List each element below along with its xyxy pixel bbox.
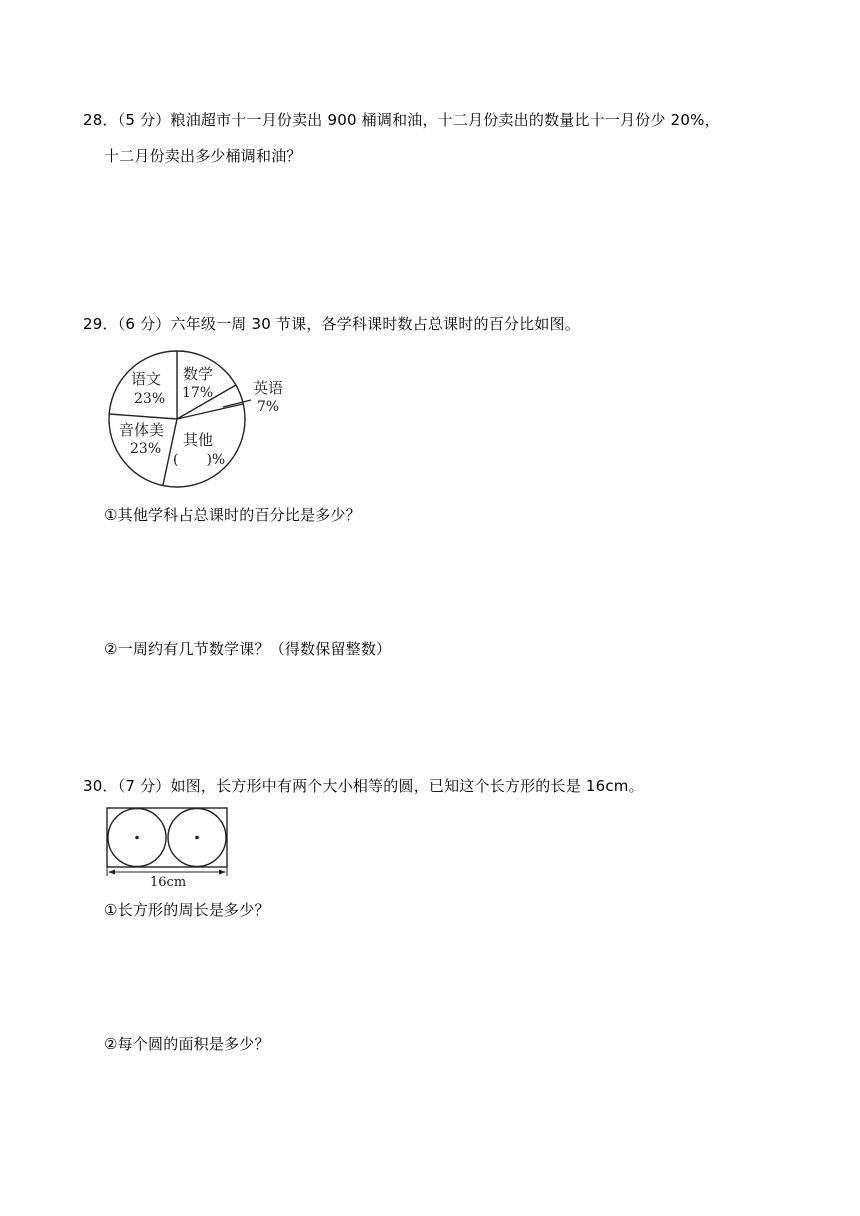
pie-chart-figure [107, 348, 287, 490]
q29-subquestion-1: ①其他学科占总课时的百分比是多少？ [104, 506, 361, 524]
circle-left-center [135, 836, 139, 840]
pie-pct-yintimei: 23% [130, 441, 162, 457]
q28-text-line1: 28．（5 分）粮油超市十一月份卖出 900 桶调和油，十二月份卖出的数量比十一月份少 20%， [83, 111, 720, 129]
pie-pct-yingyu: 7% [257, 399, 280, 415]
pie-pct-shuxue: 17% [182, 385, 214, 401]
pie-pct-yuwen: 23% [134, 391, 166, 407]
q30-text-line1: 30．（7 分）如图，长方形中有两个大小相等的圆，已知这个长方形的长是 16cm。 [83, 777, 644, 795]
q29-text-line1: 29．（6 分）六年级一周 30 节课，各学科课时数占总课时的百分比如图。 [83, 315, 580, 333]
pie-pct-qita: ( )% [173, 452, 226, 468]
pie-label-yuwen: 语文 [131, 370, 162, 388]
q30-subquestion-1: ①长方形的周长是多少？ [104, 901, 270, 919]
circle-right-center [195, 836, 199, 840]
pie-label-qita: 其他 [183, 431, 214, 449]
dimension-label: 16cm [150, 875, 187, 888]
pie-label-shuxue: 数学 [183, 365, 214, 383]
q30-subquestion-2: ②每个圆的面积是多少？ [104, 1035, 270, 1053]
pie-label-yingyu: 英语 [253, 379, 284, 397]
rectangle-circles-figure [104, 806, 230, 888]
pie-label-yintimei: 音体美 [119, 421, 165, 439]
q29-subquestion-2: ②一周约有几节数学课？（得数保留整数） [104, 640, 392, 658]
q28-text-line2: 十二月份卖出多少桶调和油？ [104, 147, 302, 165]
